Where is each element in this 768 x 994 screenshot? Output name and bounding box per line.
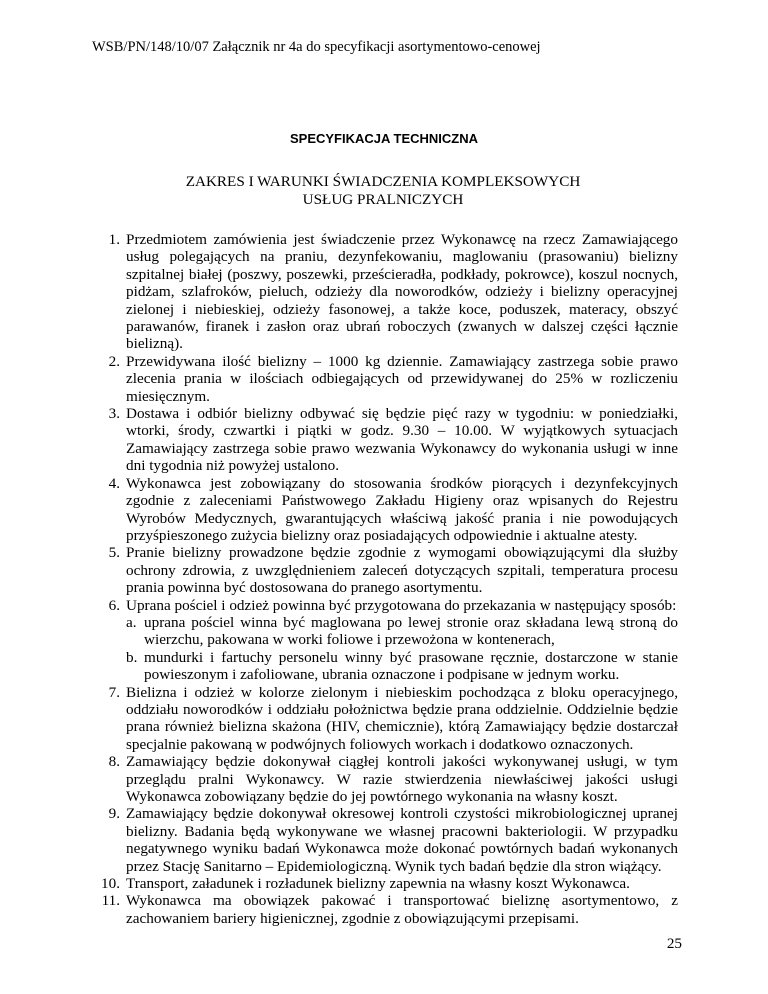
item-number: 10.: [101, 875, 120, 893]
item-text: Dostawa i odbiór bielizny odbywać się będzie pięć razy w tygodniu: w poniedziałki, wtorki, środy, czwartki i piątki w godz. 9.30 – 10.00. W wyjątkowych sytuacjach Zamawiający zastrzega sobie prawo wezwania Wykonawcy do wykonania usługi w inne dni tygodnia niż powyżej ustalono.: [126, 405, 678, 475]
item-text: Pranie bielizny prowadzone będzie zgodnie z wymogami obowiązującymi dla służby ochrony zdrowia, z uwzględnieniem zaleceń dotyczących szpitali, temperatura procesu prania powinna być dostosowana do pranego asortymentu.: [126, 544, 678, 597]
item-number: 1.: [108, 231, 120, 248]
list-item: [92, 753, 678, 805]
list-item: [92, 231, 678, 353]
list-item: [92, 544, 678, 596]
sub-item-text: uprana pościel winna być maglowana po lewej stronie oraz składana lewą stroną do wierzchu, pakowana w worki foliowe i przewożona w kontenerach,: [144, 613, 678, 649]
item-number: 11.: [101, 892, 120, 910]
document-title: SPECYFIKACJA TECHNICZNA: [289, 131, 479, 146]
item-number: 8.: [108, 753, 120, 771]
item-body: [126, 597, 678, 684]
item-text: Przedmiotem zamówienia jest świadczenie przez Wykonawcę na rzecz Zamawiającego usług polegających na praniu, dezynfekowaniu, maglowaniu (prasowaniu) bielizny szpitalnej białej (poszwy, poszewki, prześcieradła, podkłady, pokrowce), koszul nocnych, pidżam, szlafroków, pieluch, odzieży dla noworodków, odzieży i bielizny operacyjnej zielonej i niebieskiej, odzieży fasonowej, a także koce, poduszek, materacy, obszyć parawanów, firanek i zasłon oraz ubrań roboczych (zwanych w dalszej części łącznie bielizną).: [126, 231, 678, 353]
sub-item-letter: b.: [126, 648, 138, 666]
document-header: WSB/PN/148/10/07 Załącznik nr 4a do specyfikacji asortymentowo-cenowej: [92, 39, 541, 55]
item-text: Zamawiający będzie dokonywał okresowej kontroli czystości mikrobiologicznej upranej bielizny. Badania będą wykonywane we własnej pracowni bakteriologii. W przypadku negatywnego wyniku badań Wykonawca może dokonać powtórnych badań wykonanych przez Stację Sanitarno – Epidemiologiczną. Wynik tych badań będzie dla stron wiążący.: [126, 805, 678, 875]
item-number: 3.: [108, 405, 120, 423]
item-text: Wykonawca jest zobowiązany do stosowania środków piorących i dezynfekcyjnych zgodnie z zaleceniami Państwowego Zakładu Higieny oraz wpisanych do Rejestru Wyrobów Medycznych, gwarantujących właściwą jakość prania i nie powodujących przyśpieszonego zużycia bielizny oraz posiadających odpowiednie i aktualne atesty.: [126, 474, 678, 544]
list-item: [92, 597, 678, 684]
list-item: [92, 684, 678, 754]
document-subtitle: ZAKRES I WARUNKI ŚWIADCZENIA KOMPLEKSOWYCH USŁUG PRALNICZYCH: [185, 173, 581, 208]
list-item: [92, 875, 678, 892]
list-item: [92, 475, 678, 545]
item-text: Wykonawca ma obowiązek pakować i transportować bieliznę asortymentowo, z zachowaniem bariery higienicznej, zgodnie z obowiązującymi przepisami.: [126, 892, 678, 927]
sub-item-text: mundurki i fartuchy personelu winny być prasowane ręcznie, dostarczone w stanie powieszonym i zafoliowane, ubrania oznaczone i podpisane w jednym worku.: [144, 648, 678, 684]
item-text: Przewidywana ilość bielizny – 1000 kg dziennie. Zamawiający zastrzega sobie prawo zlecenia prania w ilościach odbiegających od przewidywanej do 25% w rozliczeniu miesięcznym.: [126, 352, 678, 405]
item-text: Bielizna i odzież w kolorze zielonym i niebieskim pochodząca z bloku operacyjnego, oddziału noworodków i oddziału położnictwa będzie prana oddzielnie. Oddzielnie będzie prana również bielizna skażona (HIV, chemicznie), którą Zamawiający będzie dostarczał specjalnie pakowaną w podwójnych foliowych workach i dodatkowo oznaczonych.: [126, 683, 678, 753]
list-item: [92, 353, 678, 405]
page-number: 25: [666, 935, 682, 952]
item-number: 6.: [108, 596, 120, 614]
sub-list: [126, 614, 678, 684]
item-number: 2.: [108, 352, 120, 370]
item-number: 4.: [108, 474, 120, 492]
item-number: 5.: [108, 544, 120, 562]
item-text: Zamawiający będzie dokonywał ciągłej kontroli jakości wykonywanej usługi, w tym przeglądu pralni Wykonawcy. W razie stwierdzenia niewłaściwej jakości usługi Wykonawca zobowiązany będzie do jej powtórnego wykonania na własny koszt.: [126, 753, 678, 805]
item-text: Transport, załadunek i rozładunek bielizny zapewnia na własny koszt Wykonawca.: [126, 875, 630, 893]
item-number: 7.: [108, 683, 120, 701]
item-number: 9.: [108, 805, 120, 823]
requirements-list: [92, 231, 678, 927]
list-item: [92, 892, 678, 927]
sub-item-letter: a.: [126, 613, 137, 631]
sub-list-item: [126, 649, 678, 684]
item-text: Uprana pościel i odzież powinna być przygotowana do przekazania w następujący sposób:: [126, 596, 677, 614]
list-item: [92, 805, 678, 875]
list-item: [92, 405, 678, 475]
sub-list-item: [126, 614, 678, 649]
